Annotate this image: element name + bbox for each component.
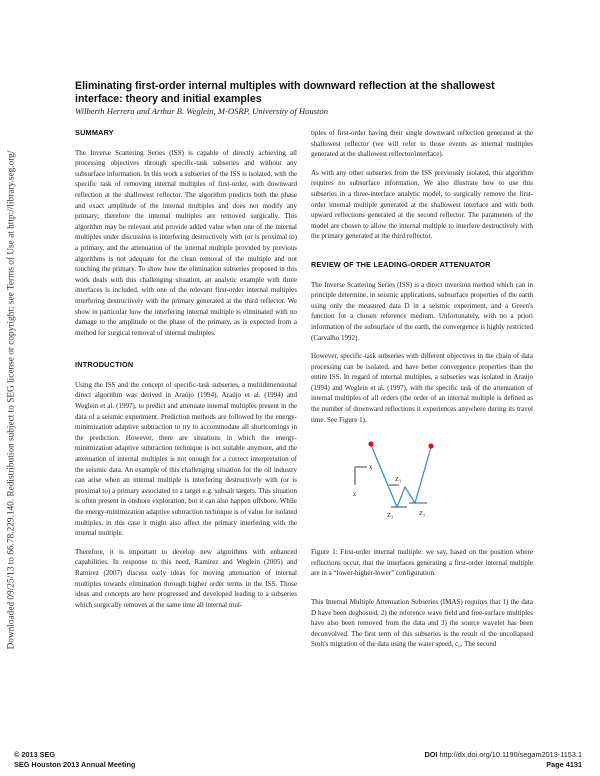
footer-left [14, 750, 135, 770]
introduction-heading: INTRODUCTION [75, 360, 134, 370]
x-axis-label: x [369, 463, 373, 472]
summary-heading: SUMMARY [75, 128, 114, 137]
download-notice-text: Downloaded 09/25/13 to 66.78.229.140. Redistribution subject to SEG license or copyright; see Terms of Use at http://library.seg.org/ [6, 150, 17, 650]
page-number: Page 4131 [546, 760, 582, 769]
figure-1-caption: Figure 1: First-order internal multiple: we say, based on the position where reflections occur, that the interfaces generating a first-order internal multiple are in a “lower-higher-lower” configuration. [311, 548, 533, 578]
right-paragraph-1: tiples of first-order having their single downward reflection generated at the shallowest reflector (we will refer to those events as internal multiples generated at the shallowest reflector/interface). [311, 129, 533, 159]
download-notice [0, 120, 22, 680]
z2-label: Z₂ [419, 510, 426, 518]
figure-1-diagram [311, 433, 533, 541]
doi-link[interactable]: http://dx.doi.org/10.1190/segam2013-1153.1 [439, 750, 582, 759]
paper-title: Eliminating first-order internal multiples with downward reflection at the shallowest interface: theory and initial examples [75, 80, 495, 105]
meeting-text: SEG Houston 2013 Annual Meeting [14, 760, 136, 769]
right-paragraph-2: As with any other subseries from the ISS previously isolated, this algorithm requires no subsurface information. We also illustrate how to use this subseries in a three-interface analytic model, to surgically remove the first-order internal multiple generated at the shallowest interface and with both upward reflections generated at the second reflector. The parameters of the model are chosen to allow the internal multiple to interfere destructively with the primary generated at the third reflector. [311, 168, 533, 241]
footer-right [424, 750, 582, 770]
summary-paragraph: The Inverse Scattering Series (ISS) is capable of directly achieving all processing objectives through specific-task subseries and without any subsurface information. In this work a subseries of the ISS is isolated, with the specific task of removing internal multiples of first-order, with downward reflection at the shallowest reflector. The algorithm predicts both the phase and exact amplitude of the internal multiples and does not modify any primary; therefore the internal multiples are removed surgically. This algorithm may be relevant and provide added value when one of the internal multiples under discussion is interfering destructively with (or is proximal to) a primary, and the attenuation of the internal multiple provided by previous algorithms is not adequate for the clean removal of the multiple and not touching the primary. To show how the elimination subseries proposed in this work deals with this challenging situation, an analytic example with three interfaces is included, with one of the relevant first-order internal multiples interfering destructively with the primary generated at the third reflector. We show in particular how the interfering internal multiple is eliminated with no damage to the amplitude or the phase of the primary, as is expected from a method for surgical removal of internal multiples. [75, 148, 297, 337]
introduction-paragraph-1: Using the ISS and the concept of specific-task subseries, a multidimensional direct algorithm was derived in Araújo (1994), Araújo et al. (1994) and Weglein et al. (1997), to predict and attenuate internal multiples present in the data of a seismic experiment. Prediction methods are followed by the energy-minimization adaptive subtraction to try to accommodate all shortcomings in the prediction. However, there are situations in which the energy-minimization adaptive subtraction technique is not suitable anymore, and the attenuation of internal multiples is not enough for a correct interpretation of the seismic data. An example of this challenging situation for the oil industry can arise when an internal multiple is interfering destructively with (or is proximal to) a primary associated to a target e.g. subsalt targets. This situation is often present in onshore exploration, but it can also happen offshore. While the energy-minimization adaptive subtraction technique is of value for isolated multiples, in this case it might also affect the primary interfering with the internal multiple. [75, 380, 297, 538]
source-marker [368, 442, 373, 447]
review-paragraph-2: However, specific-task subseries with different objectives in the chain of data processing can be isolated, and have better convergence properties than the entire ISS. In regard of internal multiples, a subseries was isolated in Araújo (1994) and Weglein et al. (1997), with the specific task of the attenuation of internal multiples of all orders (the order of an internal multiple is defined as the number of downward reflections it experiences anywhere during its travel time. See Figure 1). [311, 352, 533, 424]
review-heading: REVIEW OF THE LEADING-ORDER ATTENUATOR [311, 259, 491, 269]
z3-label: Z₃ [387, 512, 394, 520]
receiver-marker [428, 444, 433, 449]
doi-label: DOI [424, 750, 438, 759]
introduction-paragraph-2: Therefore, it is important to develop new algorithms with enhanced capabilities. In response to this need, Ramírez and Weglein (2005) and Ramírez (2007) discuss early ideas for moving attenuation of internal multiples towards elimination through higher order terms in the ISS. Those ideas and concepts are here progressed and developed leading to a subseries which surgically removes at the same time all internal mul- [75, 547, 297, 609]
right-column [311, 128, 533, 728]
copyright-text: © 2013 SEG [14, 750, 56, 759]
paper-authors: Wilberth Herrera and Arthur B. Weglein, M-OSRP, University of Houston [75, 106, 329, 116]
left-column [75, 128, 297, 728]
right-paragraph-5: This Internal Multiple Attenuation Subseries (IMAS) requires that 1) the data D have been deghosted, 2) the reference wave field and free-surface multiples have also been removed from the data and 3) the source wavelet has been deconvolved. The first term of this subseries is the result of the uncollapsed Stolt's migration of the data using the water speed, c₀. The second [311, 598, 533, 649]
review-paragraph-1: The Inverse Scattering Series (ISS) is a direct inversion method which can in principle determine, in seismic applications, subsurface properties of the earth using only the measured data D in a seismic experiment, and a Green's function for a chosen reference medium. Unfortunately, with no a priori information of the subsurface of the earth, the convergence is highly restricted (Carvalho 1992). [311, 280, 533, 342]
z1-label: Z₁ [395, 476, 402, 484]
z-axis-label: z [353, 490, 357, 499]
multiple-ray-diagram [311, 433, 533, 541]
